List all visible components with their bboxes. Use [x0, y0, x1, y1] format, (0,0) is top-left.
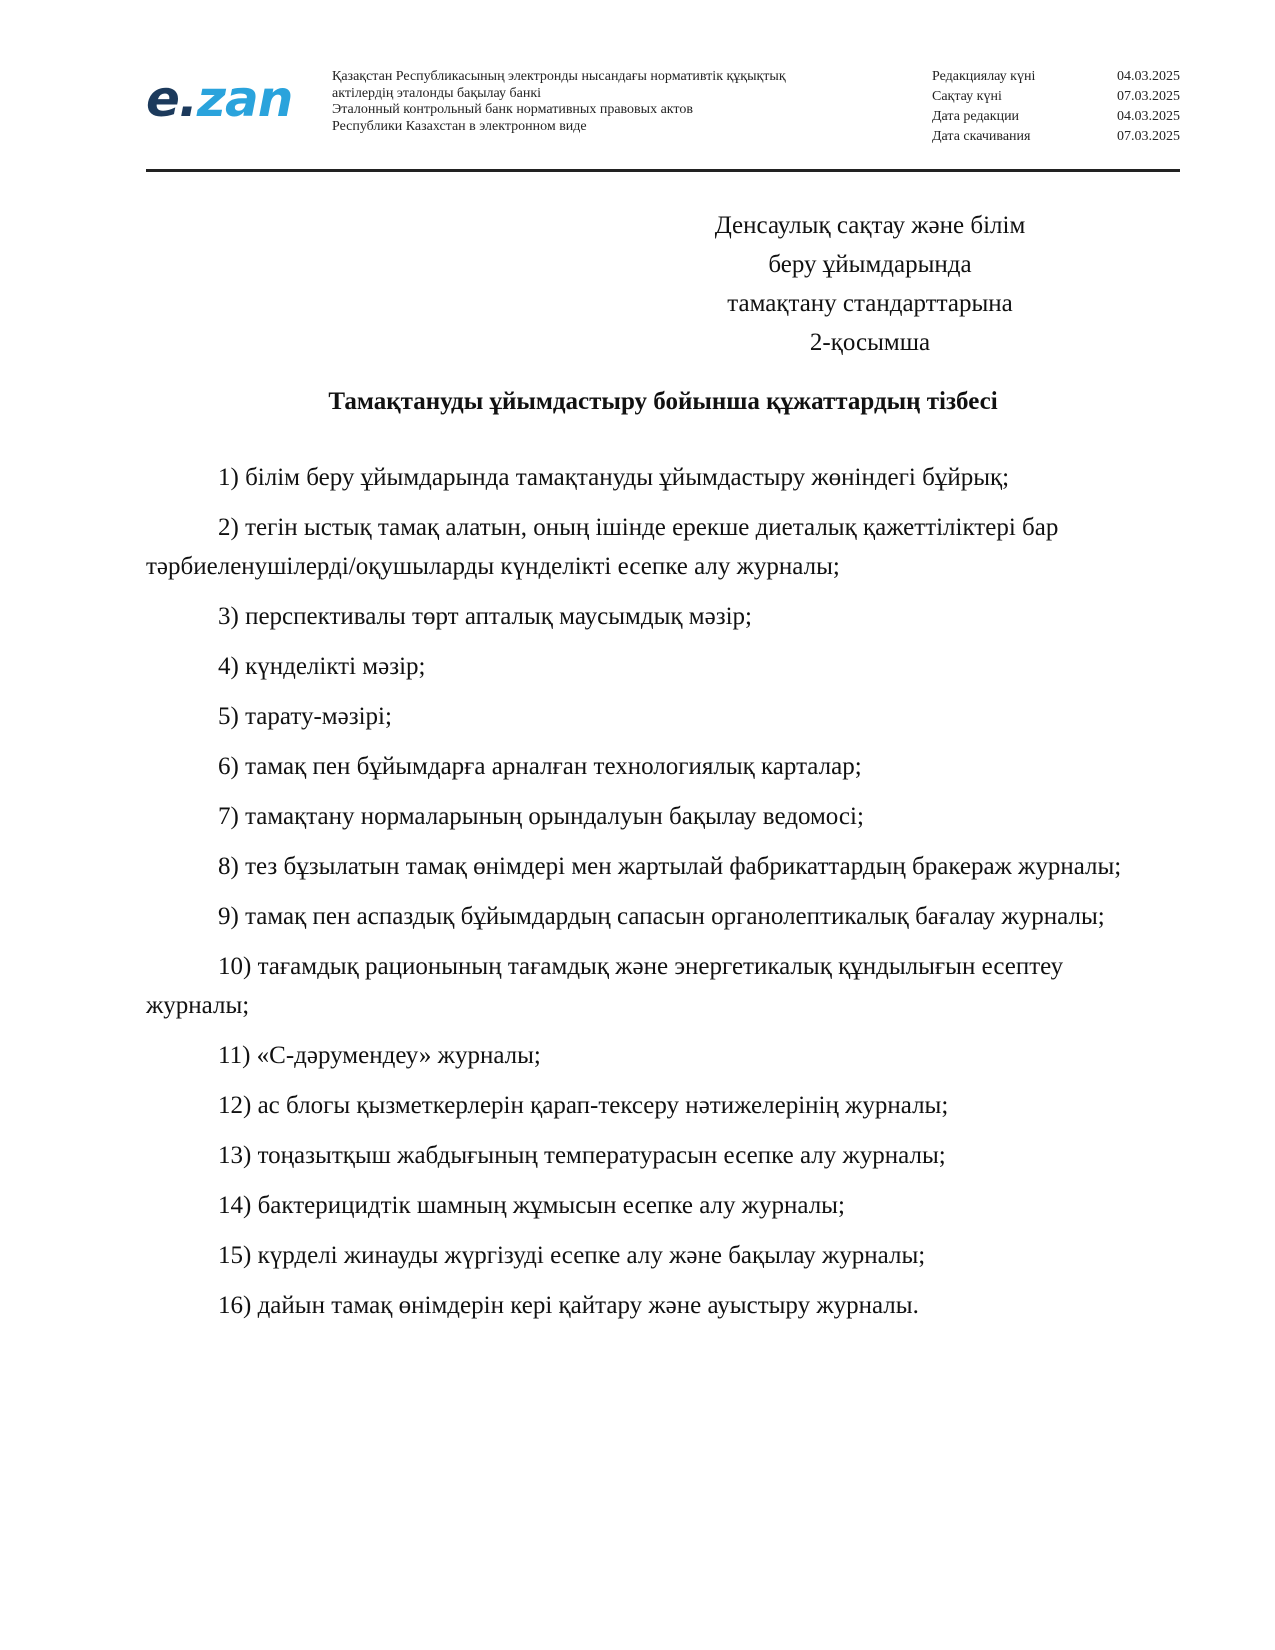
date-row: [932, 127, 1180, 147]
list-item: 6) тамақ пен бұйымдарға арналған технологиялық карталар;: [218, 753, 862, 780]
date-label: Дата скачивания: [932, 129, 1031, 144]
org-line: Республики Казахстан в электронном виде: [332, 118, 587, 134]
list-item: 12) ас блогы қызметкерлерін қарап-тексеру нәтижелерінің журналы;: [218, 1092, 949, 1119]
appendix-reference: [660, 206, 1080, 362]
org-line: Эталонный контрольный банк нормативных правовых актов: [332, 102, 693, 117]
date-value: 07.03.2025: [1117, 89, 1180, 104]
org-line: Қазақстан Республикасының электронды нысандағы нормативтік құқықтық: [332, 69, 786, 84]
list-item: 15) күрделі жинауды жүргізуді есепке алу және бақылау журналы;: [218, 1242, 926, 1269]
appendix-line: беру ұйымдарында: [768, 251, 972, 278]
date-label: Дата редакции: [932, 109, 1020, 124]
list-item: 13) тоңазытқыш жабдығының температурасын есепке алу журналы;: [218, 1142, 946, 1169]
list-item: 14) бактерицидтік шамның жұмысын есепке алу журналы;: [218, 1192, 845, 1219]
logo-zan: zan: [196, 70, 293, 128]
list-item: 9) тамақ пен аспаздық бұйымдардың сапасын органолептикалық бағалау журналы;: [218, 903, 1105, 930]
dates-block: [932, 67, 1180, 147]
list-item: 11) «С-дәрумендеу» журналы;: [218, 1042, 541, 1069]
list-item: 10) тағамдық рационының тағамдық және энергетикалық құндылығын есептеу журналы;: [146, 953, 1064, 1019]
org-line: актілердің эталонды бақылау банкі: [332, 85, 542, 101]
date-row: [932, 107, 1180, 127]
list-item: 4) күнделікті мәзір;: [218, 653, 426, 680]
logo-e: e: [146, 70, 179, 128]
header-divider: [146, 169, 1180, 172]
date-row: [932, 87, 1180, 107]
date-label: Сақтау күні: [932, 89, 1002, 104]
date-value: 07.03.2025: [1117, 129, 1180, 144]
appendix-line: тамақтану стандарттарына: [727, 290, 1013, 317]
list-item: 5) тарату-мәзірі;: [218, 703, 392, 730]
list-item: 8) тез бұзылатын тамақ өнімдері мен жартылай фабрикаттардың бракераж журналы;: [218, 853, 1122, 880]
appendix-line: 2-қосымша: [809, 329, 931, 356]
documents-list: [146, 458, 1146, 1336]
organization-name: [332, 69, 892, 135]
ezan-logo: [146, 70, 293, 128]
document-header: [146, 60, 1180, 164]
document-title: Тамақтануды ұйымдастыру бойынша құжаттардың тізбесі: [328, 388, 998, 415]
appendix-line: Денсаулық сақтау және білім: [714, 212, 1026, 239]
logo-dot: .: [178, 70, 197, 128]
list-item: 7) тамақтану нормаларының орындалуын бақылау ведомосі;: [218, 803, 864, 830]
date-value: 04.03.2025: [1117, 109, 1180, 124]
list-item: 1) білім беру ұйымдарында тамақтануды ұйымдастыру жөніндегі бұйрық;: [218, 464, 1010, 491]
list-item: 2) тегін ыстық тамақ алатын, оның ішінде ерекше диеталық қажеттіліктері бар тәрбиеленушілерді/оқушыларды күнделікті есепке алу журналы;: [146, 514, 1059, 580]
date-row: [932, 67, 1180, 87]
list-item: 3) перспективалы төрт апталық маусымдық мәзір;: [218, 603, 752, 630]
list-item: 16) дайын тамақ өнімдерін кері қайтару және ауыстыру журналы.: [218, 1292, 919, 1319]
date-label: Редакциялау күні: [932, 69, 1036, 84]
date-value: 04.03.2025: [1117, 69, 1180, 84]
